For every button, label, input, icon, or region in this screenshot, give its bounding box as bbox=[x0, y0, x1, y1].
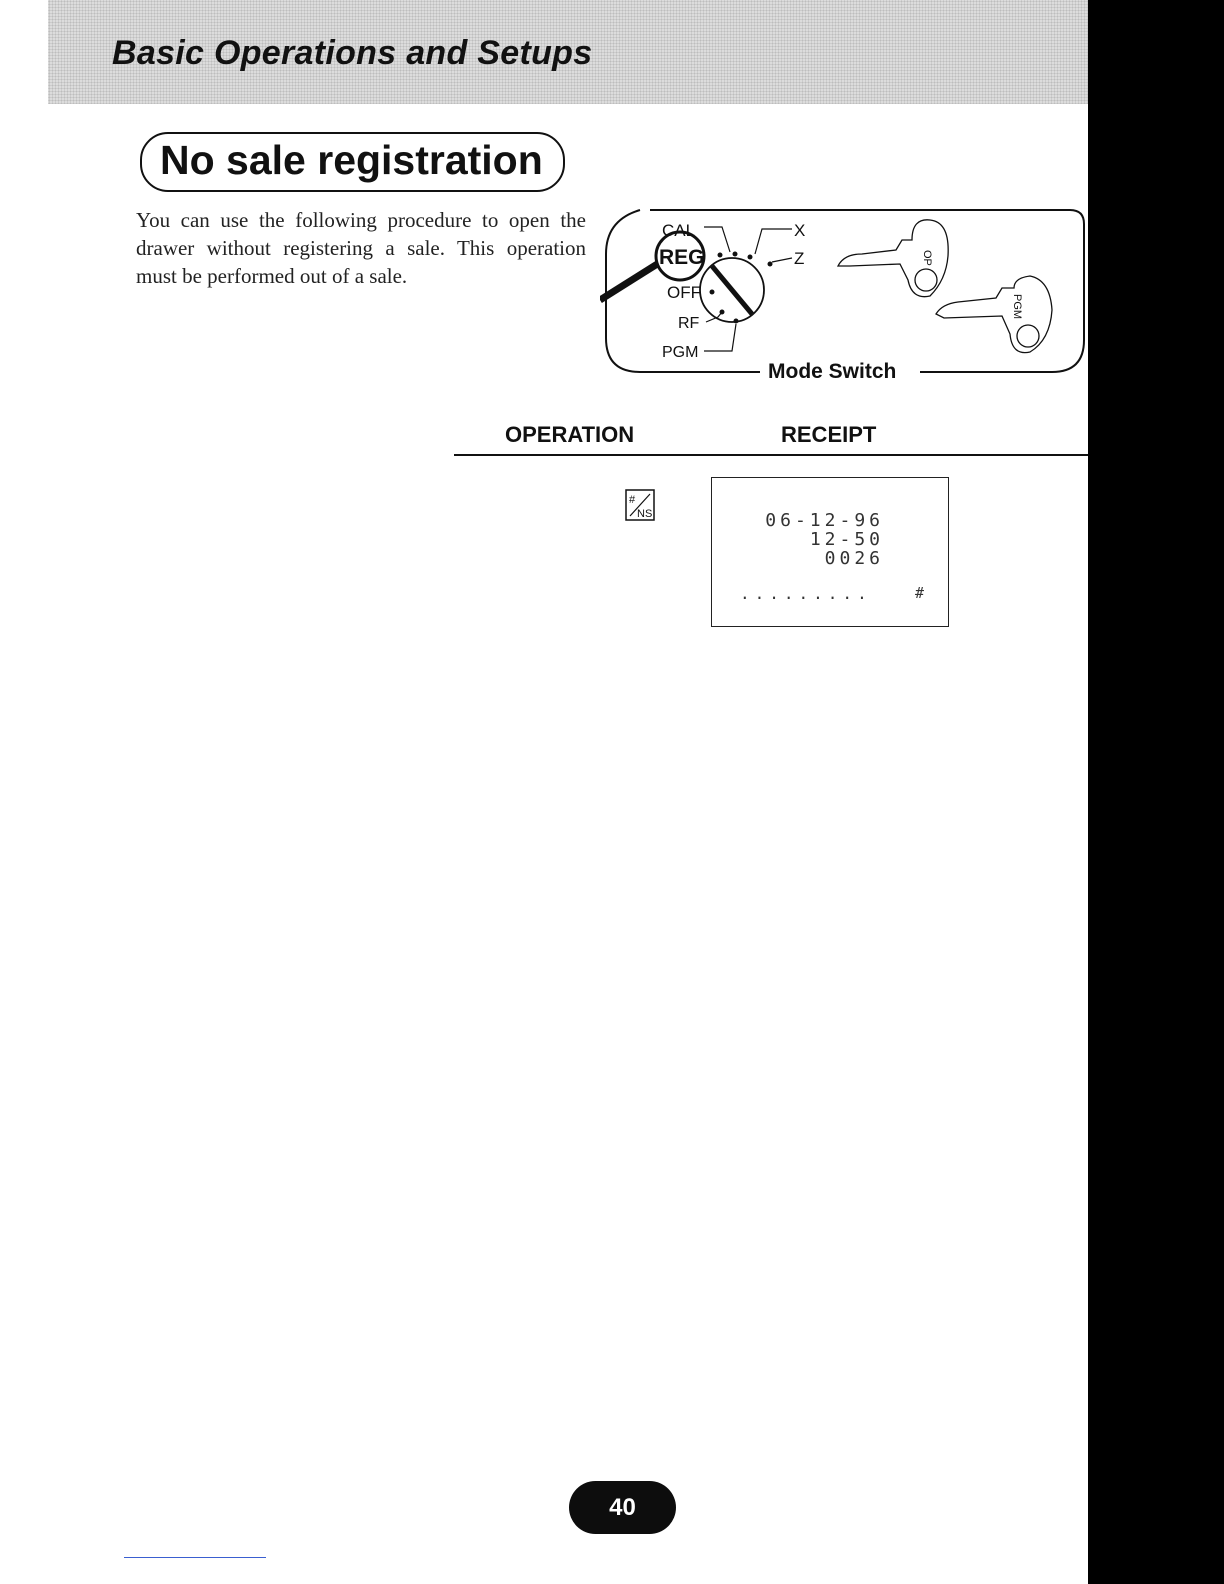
op-key-label: OP bbox=[921, 250, 933, 266]
chapter-tab-bar bbox=[1088, 0, 1224, 1584]
position-rf: RF bbox=[678, 315, 700, 332]
key-label-bottom: NS bbox=[637, 508, 653, 520]
header-title: Basic Operations and Setups bbox=[112, 34, 593, 72]
position-pgm: PGM bbox=[662, 344, 699, 361]
position-x: X bbox=[794, 221, 806, 240]
position-off: OFF bbox=[667, 283, 701, 302]
intro-paragraph: You can use the following procedure to open the drawer without registering a sale. This operation must be performed out of a sale. bbox=[136, 208, 586, 288]
page-number: 40 bbox=[569, 1481, 676, 1534]
receipt-column-header: RECEIPT bbox=[781, 422, 877, 447]
pgm-key-icon bbox=[936, 276, 1052, 353]
receipt-dots: ......... bbox=[740, 584, 872, 603]
receipt-number: 0026 bbox=[824, 548, 884, 569]
receipt-date: 06-12-96 bbox=[765, 510, 884, 531]
mode-switch-diagram bbox=[600, 200, 1088, 400]
position-z: Z bbox=[794, 249, 805, 268]
receipt-no-sale-symbol: # bbox=[914, 584, 924, 602]
pgm-key-label: PGM bbox=[1011, 294, 1023, 320]
receipt-slip bbox=[711, 477, 949, 627]
section-title: No sale registration bbox=[140, 132, 565, 192]
mode-switch-caption: Mode Switch bbox=[768, 360, 897, 383]
position-cal: CAL bbox=[662, 221, 696, 240]
footer-rule bbox=[124, 1557, 266, 1558]
position-reg: REG bbox=[659, 246, 705, 269]
op-key-icon bbox=[838, 220, 948, 297]
key-label-top: # bbox=[629, 494, 636, 506]
column-divider bbox=[454, 454, 1088, 456]
receipt-time: 12-50 bbox=[809, 529, 884, 550]
operation-column-header: OPERATION bbox=[505, 422, 635, 447]
no-sale-key-icon bbox=[625, 489, 655, 521]
